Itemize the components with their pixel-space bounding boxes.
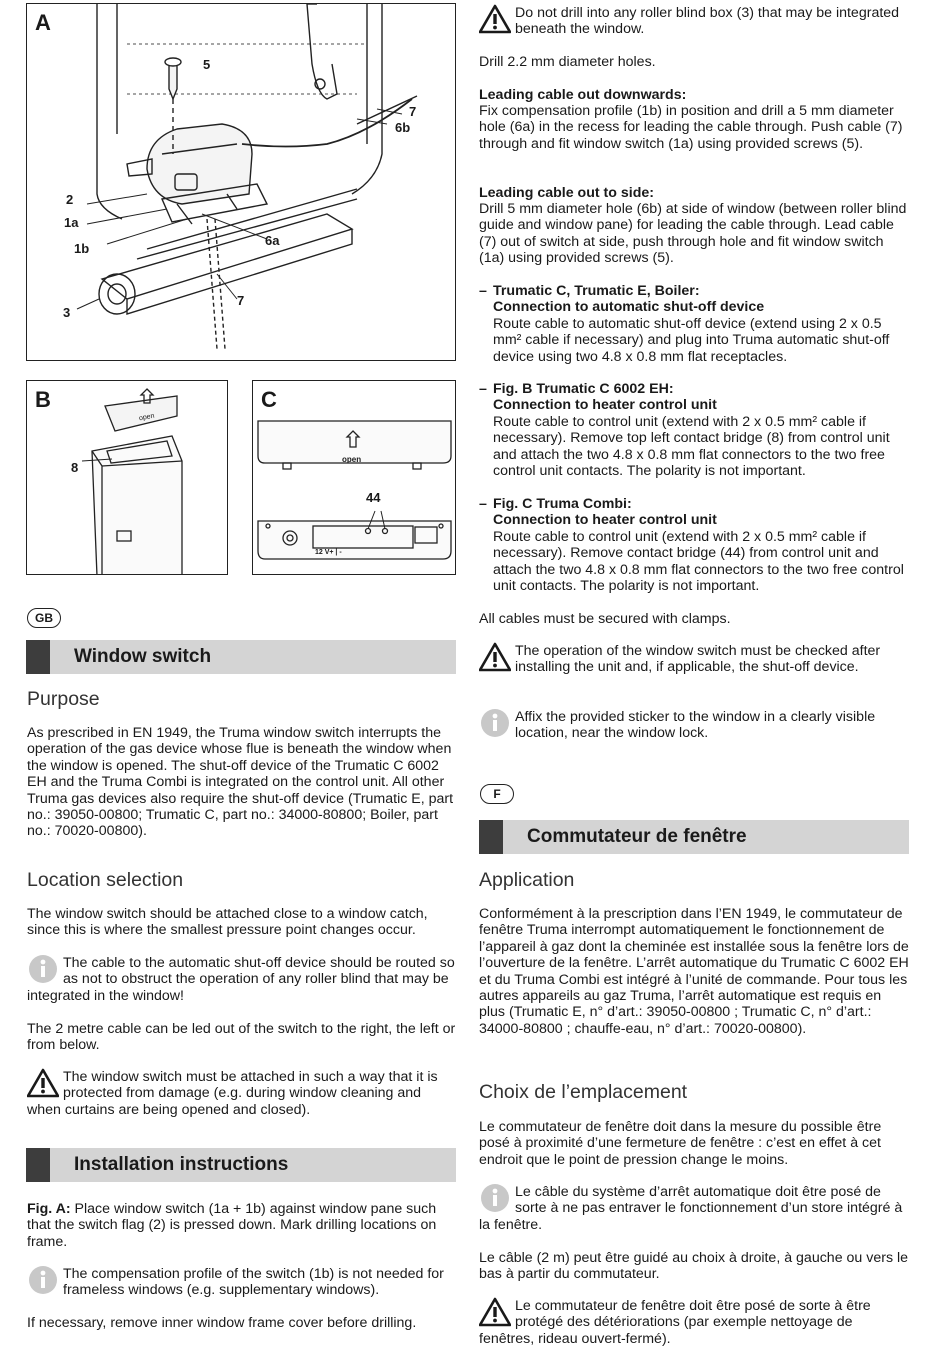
connection-item-fig-b — [479, 381, 911, 479]
figure-c — [252, 380, 456, 575]
warning-note-roller-box — [479, 5, 909, 38]
language-badge-f: F — [480, 784, 514, 804]
item-text: Route cable to control unit (extend with 2 x 0.5 mm² cable if necessary). Remove top left contact bridge (8) from control unit and attach the two 4.8 x 0.8 mm flat connectors to the two free control unit contacts. The polarity is not important. — [493, 413, 890, 480]
callout-44: 44 — [366, 490, 381, 505]
fig-a-instructions — [27, 1201, 457, 1250]
callout-1a: 1a — [64, 215, 79, 230]
item-subtitle: Connection to heater control unit — [493, 512, 717, 529]
warning-note-fr-text: Le commutateur de fenêtre doit être posé de sorte à être protégé des détériorations (par exemple nettoyage de fenêtres, rideau ouvert-fermé). — [479, 1298, 871, 1347]
section-title: Installation instructions — [74, 1154, 289, 1175]
callout-3: 3 — [63, 305, 71, 320]
language-badge-gb: GB — [27, 608, 61, 628]
callout-1b: 1b — [74, 241, 90, 256]
control-unit-c-drawing — [253, 381, 456, 575]
info-note-sticker — [479, 709, 909, 742]
callout-8: 8 — [71, 460, 79, 475]
callout-5: 5 — [203, 57, 211, 72]
open-label-b: open — [138, 412, 156, 423]
info-icon — [479, 1183, 511, 1213]
figure-b — [26, 380, 228, 575]
warning-note-protection-text: The window switch must be attached in such a way that it is protected from damage (e.g. during window cleaning and when curtains are being opened and closed). — [27, 1069, 438, 1118]
warning-icon — [27, 1068, 59, 1098]
info-note-cable-fr — [479, 1184, 909, 1233]
warning-icon — [479, 642, 511, 672]
purpose-text: As prescribed in EN 1949, the Truma window switch interrupts the operation of the gas device whose flue is beneath the window when the window is opened. The shut-off device of the Trumatic C 6002 EH and the Truma Combi is integrated on the control unit. All other Truma gas devices also require the shut-off device (Trumatic E, part no.: 39050-00800; Trumatic C, part no.: 34000-80800; Boiler, part no.: 70020-00800). — [27, 725, 454, 840]
item-subtitle: Connection to automatic shut-off device — [493, 299, 765, 316]
callout-6b: 6b — [395, 120, 411, 135]
cable-side-heading — [479, 185, 909, 201]
info-note-cable-text: The cable to the automatic shut-off device should be routed so as not to obstruct the operation of any roller blind that may be integrated in the window! — [27, 955, 455, 1004]
item-text: Route cable to control unit (extend with 2 x 0.5 mm² cable if necessary). Remove contact bridge (44) from control unit and attach the two 4.8 x 0.8 mm flat connectors to the two free control unit contacts. The polarity is not important. — [493, 528, 904, 595]
cable-side-title: Leading cable out to side: — [479, 185, 654, 201]
cable-text: The 2 metre cable can be led out of the switch to the right, the left or from below. — [27, 1021, 456, 1054]
section-marker — [26, 640, 50, 674]
section-marker — [26, 1148, 50, 1182]
item-text: Route cable to automatic shut-off device (extend using 2 x 0.5 mm² cable if necessary) and plug into Truma automatic shut-off device using two 4.8 x 0.8 mm flat receptacles. — [493, 315, 890, 365]
callout-2: 2 — [66, 192, 74, 207]
choix-heading: Choix de l’emplacement — [479, 1081, 688, 1103]
section-commutateur — [479, 820, 909, 854]
application-heading: Application — [479, 869, 575, 891]
info-note-sticker-text: Affix the provided sticker to the window in a clearly visible location, near the window lock. — [515, 709, 876, 742]
warning-note-fr — [479, 1298, 909, 1347]
cable-down-title: Leading cable out downwards: — [479, 87, 687, 103]
drill-text: Drill 2.2 mm diameter holes. — [479, 54, 656, 70]
connection-item-shutoff — [479, 283, 911, 365]
choix-text: Le commutateur de fenêtre doit dans la mesure du possible être posé à proximité d’une fermeture de fenêtre : c’est en effet à cet endroit que le point de pression change le moins. — [479, 1119, 882, 1168]
cable-side-text: Drill 5 mm diameter hole (6b) at side of window (between roller blind guide and window pane) for leading the cable through. Lead cable (7) out of switch at side, push through hole and fit window switch (1a) using provided screws (5). — [479, 201, 907, 267]
section-title: Commutateur de fenêtre — [527, 826, 747, 847]
cable-down-heading — [479, 87, 909, 103]
info-note-cable-fr-text: Le câble du système d’arrêt automatique doit être posé de sorte à ne pas entraver le fonctionnement d’un store intégré à la fenêtre. — [479, 1184, 903, 1233]
figure-c-label: C — [261, 387, 277, 412]
item-title: Fig. B Trumatic C 6002 EH: — [493, 381, 674, 397]
warning-note-check-text: The operation of the window switch must be checked after installing the unit and, if applicable, the shut-off device. — [515, 643, 881, 676]
warning-icon — [479, 1297, 511, 1327]
cable-fr-text: Le câble (2 m) peut être guidé au choix à droite, à gauche ou vers le bas à partir du commutateur. — [479, 1250, 909, 1283]
figure-b-label: B — [35, 387, 51, 412]
item-title: Trumatic C, Trumatic E, Boiler: — [493, 283, 700, 299]
info-note-frameless-text: The compensation profile of the switch (1b) is not needed for frameless windows (e.g. supplementary windows). — [63, 1266, 444, 1299]
info-icon — [479, 708, 511, 738]
purpose-heading: Purpose — [27, 688, 100, 710]
callout-6a: 6a — [265, 233, 280, 248]
control-unit-b-drawing — [27, 381, 228, 575]
connection-item-fig-c — [479, 496, 911, 594]
dash: – — [479, 381, 487, 397]
open-label-c: open — [342, 455, 362, 464]
item-subtitle: Connection to heater control unit — [493, 397, 717, 414]
voltage-label: 12 V+ | - — [315, 549, 342, 556]
info-icon — [27, 954, 59, 984]
dash: – — [479, 283, 487, 299]
info-note-frameless — [27, 1266, 457, 1299]
fig-a-text: Place window switch (1a + 1b) against window pane such that the switch flag (2) is pressed down. Mark drilling locations on frame. — [27, 1201, 437, 1250]
callout-7-bottom: 7 — [237, 293, 245, 308]
figure-a-label: A — [35, 10, 51, 35]
warning-note-roller-box-text: Do not drill into any roller blind box (3) that may be integrated beneath the window. — [515, 5, 900, 38]
frame-cover-text: If necessary, remove inner window frame cover before drilling. — [27, 1315, 417, 1331]
location-heading: Location selection — [27, 869, 184, 891]
info-icon — [27, 1265, 59, 1295]
item-title: Fig. C Truma Combi: — [493, 496, 632, 512]
section-installation — [26, 1148, 456, 1182]
section-title: Window switch — [74, 646, 212, 667]
section-window-switch — [26, 640, 456, 674]
warning-note-protection — [27, 1069, 457, 1118]
cable-down-text: Fix compensation profile (1b) in position and drill a 5 mm diameter hole (6a) in the recess for leading the cable through. Push cable (7) through and fit window switch (1a) using provided screws (5). — [479, 103, 903, 152]
application-text: Conformément à la prescription dans l’EN 1949, le commutateur de fenêtre Truma interrompt automatiquement le fonctionnement de l’appareil à gaz dont la cheminée est installée sous la fenêtre lors de l’ouverture de la fenêtre. L’arrêt automatique du Trumatic C 6002 EH et du Truma Combi est intégré à l’unité de commande. Pour tous les autres appareils au gaz Truma, l’arrêt automatique est requis en plus (Trumatic E, n° d’art.: 39050-00800 ; Trumatic C, n° d’art.: 34000-80800 ; chauffe-eau, n° d’art.: 70020-00800). — [479, 906, 909, 1037]
dash: – — [479, 496, 487, 512]
callout-7-top: 7 — [409, 104, 417, 119]
section-marker — [479, 820, 503, 854]
info-note-cable — [27, 955, 457, 1004]
warning-icon — [479, 4, 511, 34]
figure-a — [26, 3, 456, 361]
location-text: The window switch should be attached close to a window catch, since this is where the smallest pressure point changes occur. — [27, 906, 428, 939]
fig-a-label: Fig. A: — [27, 1201, 71, 1217]
clamps-text: All cables must be secured with clamps. — [479, 611, 731, 627]
warning-note-check — [479, 643, 909, 676]
